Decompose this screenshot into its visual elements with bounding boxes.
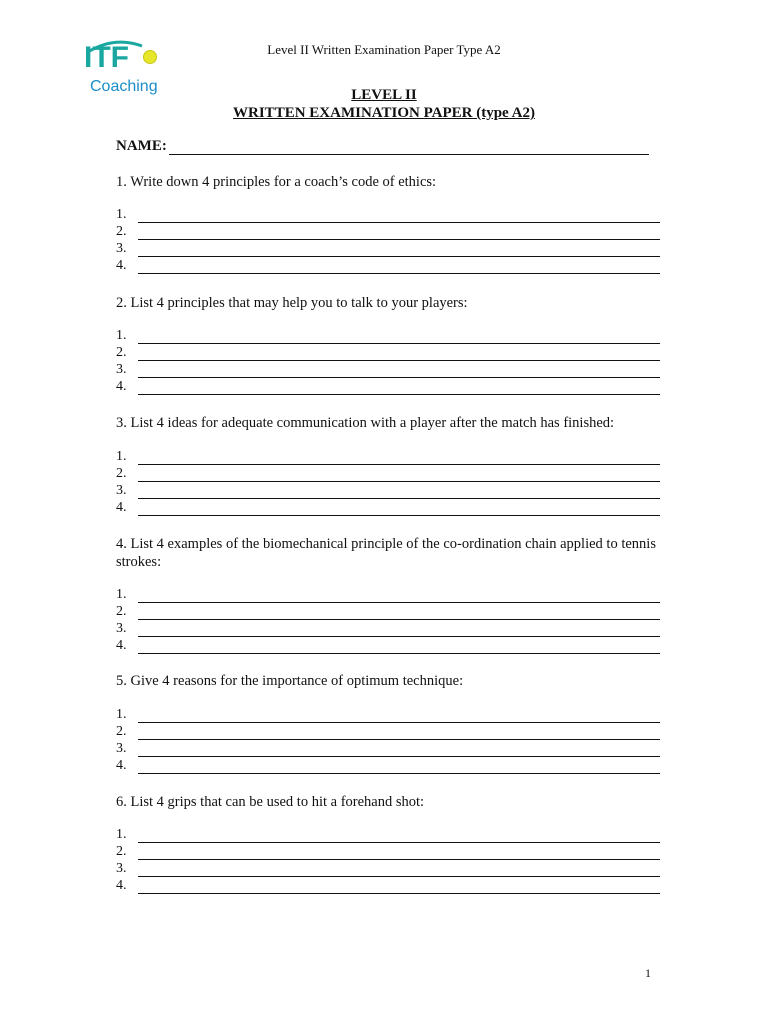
name-label: NAME: [116,138,167,154]
answer-line[interactable] [138,363,660,378]
question-4: 4. List 4 examples of the biomechanical principle of the co-ordination chain applied to tennis strokes: [116,536,656,570]
answer-line[interactable] [138,329,660,344]
answer-row[interactable] [116,361,660,378]
answer-number: 2. [116,466,127,481]
title-exam-paper: WRITTEN EXAMINATION PAPER (type A2) [233,105,535,121]
answer-row[interactable] [116,706,660,723]
answer-line[interactable] [138,845,660,860]
answer-row[interactable] [116,843,660,860]
answer-row[interactable] [116,860,660,877]
question-6: 6. List 4 grips that can be used to hit a forehand shot: [116,794,425,810]
answer-line[interactable] [138,879,660,894]
answer-number: 4. [116,500,127,515]
answer-row[interactable] [116,257,660,274]
answer-line[interactable] [138,242,660,257]
answer-list-3 [116,448,660,516]
answer-number: 4. [116,878,127,893]
answer-line[interactable] [138,346,660,361]
answer-number: 2. [116,604,127,619]
answer-line[interactable] [138,380,660,395]
answer-number: 1. [116,827,127,842]
answer-line[interactable] [138,501,660,516]
answer-row[interactable] [116,620,660,637]
question-5: 5. Give 4 reasons for the importance of optimum technique: [116,673,464,689]
answer-number: 3. [116,621,127,636]
running-header: Level II Written Examination Paper Type A2 [267,42,501,57]
answer-number: 3. [116,362,127,377]
answer-line[interactable] [138,467,660,482]
answer-line[interactable] [138,862,660,877]
answer-list-1 [116,206,660,274]
answer-number: 1. [116,207,127,222]
question-2: 2. List 4 principles that may help you to talk to your players: [116,295,468,311]
answer-number: 3. [116,741,127,756]
name-field-row [116,138,649,155]
answer-row[interactable] [116,586,660,603]
answer-row[interactable] [116,826,660,843]
question-3: 3. List 4 ideas for adequate communication with a player after the match has finished: [116,415,615,431]
answer-row[interactable] [116,482,660,499]
answer-row[interactable] [116,240,660,257]
answer-line[interactable] [138,708,660,723]
answer-line[interactable] [138,450,660,465]
answer-list-5 [116,706,660,774]
answer-line[interactable] [138,622,660,637]
logo-coaching-text: Coaching [90,78,158,95]
answer-number: 3. [116,241,127,256]
answer-line[interactable] [138,259,660,274]
answer-row[interactable] [116,877,660,894]
answer-row[interactable] [116,499,660,516]
answer-list-4 [116,586,660,654]
answer-line[interactable] [138,208,660,223]
answer-line[interactable] [138,225,660,240]
answer-list-2 [116,327,660,395]
answer-row[interactable] [116,465,660,482]
answer-number: 3. [116,861,127,876]
answer-list-6 [116,826,660,894]
answer-number: 4. [116,758,127,773]
answer-row[interactable] [116,757,660,774]
answer-line[interactable] [138,828,660,843]
answer-line[interactable] [138,742,660,757]
answer-line[interactable] [138,725,660,740]
answer-number: 2. [116,844,127,859]
answer-row[interactable] [116,740,660,757]
answer-line[interactable] [138,639,660,654]
page-title [0,86,768,122]
answer-number: 1. [116,707,127,722]
page-number: 1 [645,966,651,980]
answer-row[interactable] [116,206,660,223]
answer-number: 2. [116,345,127,360]
answer-row[interactable] [116,327,660,344]
answer-row[interactable] [116,603,660,620]
answer-number: 1. [116,449,127,464]
name-answer-line[interactable] [169,138,649,155]
question-1: 1. Write down 4 principles for a coach’s code of ethics: [116,174,437,190]
answer-line[interactable] [138,759,660,774]
answer-line[interactable] [138,605,660,620]
title-level: LEVEL II [351,87,417,103]
answer-row[interactable] [116,637,660,654]
answer-number: 4. [116,638,127,653]
answer-row[interactable] [116,378,660,395]
answer-line[interactable] [138,588,660,603]
answer-number: 2. [116,724,127,739]
answer-number: 1. [116,328,127,343]
logo-itf-text: ITF [84,41,129,74]
answer-number: 1. [116,587,127,602]
answer-number: 4. [116,379,127,394]
answer-row[interactable] [116,223,660,240]
answer-number: 3. [116,483,127,498]
answer-row[interactable] [116,448,660,465]
answer-row[interactable] [116,344,660,361]
answer-number: 2. [116,224,127,239]
answer-row[interactable] [116,723,660,740]
answer-number: 4. [116,258,127,273]
answer-line[interactable] [138,484,660,499]
